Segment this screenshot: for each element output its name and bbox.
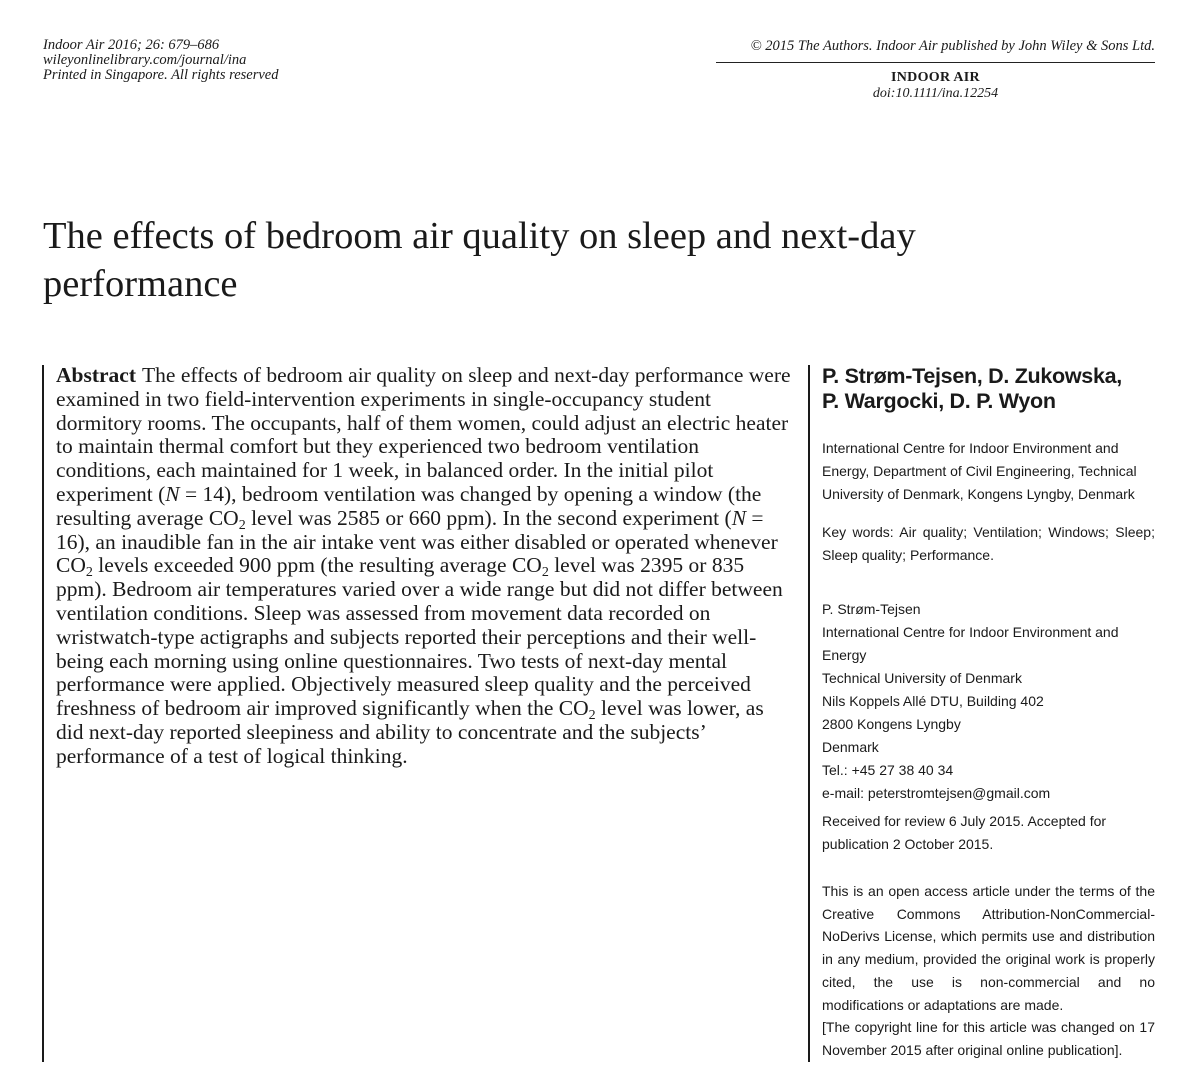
- printed-line: Printed in Singapore. All rights reserved: [43, 67, 279, 83]
- corr-name: P. Strøm-Tejsen: [822, 601, 921, 617]
- abstract: [56, 364, 796, 769]
- corr-city: 2800 Kongens Lyngby: [822, 716, 961, 732]
- keywords: Key words: Air quality; Ventilation; Windows; Sleep; Sleep quality; Performance.: [822, 524, 1155, 563]
- received-dates: Received for review 6 July 2015. Accepted for publication 2 October 2015.: [822, 813, 1107, 852]
- citation-line: Indoor Air 2016; 26: 679–686: [43, 37, 220, 53]
- journal-header-left: [43, 38, 278, 83]
- website-line: wileyonlinelibrary.com/journal/ina: [43, 52, 247, 68]
- correspondence-address: [822, 598, 1155, 805]
- abstract-text: level was 2585 or 660 ppm). In the second experiment (: [245, 505, 732, 530]
- abstract-left-rule: [42, 365, 44, 1062]
- abstract-text: level was lower, as did next-day reported sleepiness and ability to concentrate and the subjects’ performance of a test of logical thinking.: [56, 696, 764, 768]
- abstract-text: = 16), an inaudible fan in the air intake vent was either disabled or operated whenever CO: [56, 505, 778, 578]
- copyright-line: © 2015 The Authors. Indoor Air published by John Wiley & Sons Ltd.: [750, 38, 1155, 54]
- header-rule: [716, 62, 1155, 63]
- subscript: 2: [85, 565, 93, 581]
- subscript: 2: [588, 708, 596, 724]
- affiliation: International Centre for Indoor Environment and Energy, Department of Civil Engineering, Technical University of Denmark, Kongens Lyngby, Denmark: [822, 440, 1137, 502]
- sidebar-left-rule: [808, 365, 810, 1062]
- corr-university: Technical University of Denmark: [822, 670, 1022, 686]
- license-block: [822, 880, 1155, 1062]
- corr-tel: Tel.: +45 27 38 40 34: [822, 762, 954, 778]
- author-list: [822, 364, 1155, 414]
- subscript: 2: [541, 565, 549, 581]
- abstract-text: = 14), bedroom ventilation was changed by opening a window (the resulting average CO: [56, 481, 762, 530]
- n-symbol: N: [731, 505, 747, 530]
- article-title: The effects of bedroom air quality on sleep and next-day performance: [43, 215, 916, 305]
- abstract-text: levels exceeded 900 ppm (the resulting average CO: [92, 553, 542, 578]
- n-symbol: N: [165, 481, 180, 506]
- authors-line: P. Strøm-Tejsen, D. Zukowska,: [822, 364, 1122, 388]
- abstract-label: Abstract: [56, 363, 137, 387]
- corr-street: Nils Koppels Allé DTU, Building 402: [822, 693, 1044, 709]
- abstract-text: level was 2395 or 835 ppm). Bedroom air temperatures varied over a wide range but did not differ between ventilation conditions. Sleep was assessed from movement data recorded on wristwatch-type actigraphs and subjects reported their perceptions and their well-being each morning using online questionnaires. Two tests of next-day mental performance were applied. Objectively measured sleep quality and the perceived freshness of bedroom air improved significantly when the CO: [56, 553, 783, 721]
- corr-country: Denmark: [822, 739, 879, 755]
- journal-block: [716, 70, 1155, 102]
- sidebar: [822, 364, 1155, 1058]
- journal-name: INDOOR AIR: [891, 70, 980, 85]
- abstract-text: The effects of bedroom air quality on sleep and next-day performance were examined in two field-intervention experiments in single-occupancy student dormitory rooms. The occupants, half of them women, could adjust an electric heater to maintain thermal comfort but they experienced two bedroom ventilation conditions, each maintained for 1 week, in balanced order. In the initial pilot experiment (: [56, 363, 791, 506]
- corr-email: e-mail: peterstromtejsen@gmail.com: [822, 785, 1051, 801]
- corr-org: International Centre for Indoor Environment and Energy: [822, 624, 1119, 663]
- license-text: This is an open access article under the terms of the Creative Commons Attribution-NonCommercial-NoDerivs License, which permits use and distribution in any medium, provided the original work is properly cited, the use is non-commercial and no modifications or adaptations are made.: [822, 883, 1155, 1013]
- doi-line: doi:10.1111/ina.12254: [872, 86, 999, 101]
- subscript: 2: [238, 517, 246, 533]
- copyright-note: [The copyright line for this article was changed on 17 November 2015 after original online publication].: [822, 1019, 1155, 1058]
- authors-line: P. Wargocki, D. P. Wyon: [822, 389, 1056, 413]
